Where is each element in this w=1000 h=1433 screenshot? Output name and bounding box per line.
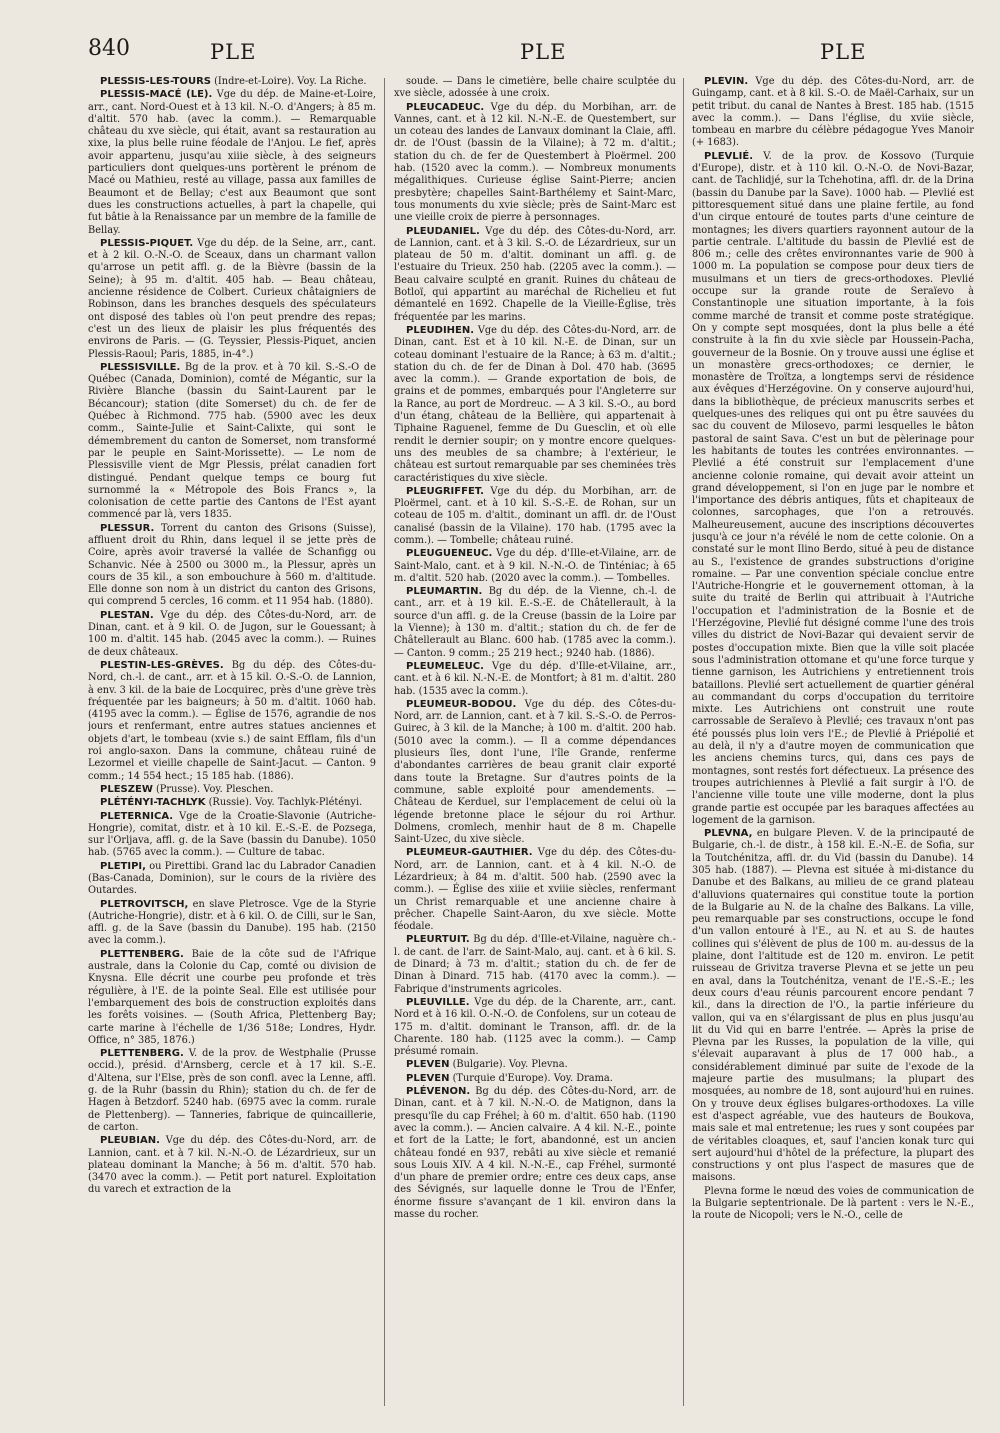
dictionary-entry	[88, 89, 376, 237]
entry-text: Torrent du canton des Grisons (Suisse), affluent droit du Rhin, dans lequel il se jette près de Coire, après avoir traversé la vallée de Schanfigg ou Schanvic. Née à 2500 ou 3000 m., la Plessur, après un cours de 35 kil., a son embouchure à 560 m. d'altitude. Elle donne son nom à un district du canton des Grisons, qui comprend 5 cercles, 16 comm. et 11 954 hab. (1880).	[88, 522, 376, 608]
entry-headword: PLEVLIÉ.	[704, 150, 753, 162]
dictionary-entry	[692, 1186, 974, 1223]
entry-text: (Indre-et-Loire). Voy. La Riche.	[211, 76, 367, 87]
entry-text: (Russie). Voy. Tachlyk-Plétényi.	[205, 797, 363, 809]
dictionary-entry	[88, 861, 376, 898]
dictionary-entry	[394, 226, 676, 324]
text-column-2	[394, 76, 676, 1406]
entry-headword: PLEUGUENEUC.	[406, 548, 493, 560]
dictionary-entry	[88, 610, 376, 659]
entry-headword: PLESZEW	[100, 783, 153, 795]
entry-headword: PLEUDIHEN.	[406, 324, 475, 336]
entry-text: V. de la prov. de Westphalie (Prusse occid.), présid. d'Arnsberg, cercle et à 17 kil. S.-E. d'Altena, sur l'Else, près de son confl. avec la Lenne, affl. g. de la Ruhr (bassin du Rhin); station du ch. de fer de Hagen à Betzdorf. 5240 hab. (6975 avec la comm. rurale de Plettenberg). — Tanneries, fabrique de quincaillerie, de carton.	[88, 1048, 376, 1133]
dictionary-entry	[394, 661, 676, 698]
entry-headword: PLETIPI,	[100, 860, 146, 872]
entry-text: (Bulgarie). Voy. Plevna.	[449, 1059, 568, 1071]
entry-text: Bg de la prov. et à 70 kil. S.-S.-O de Québec (Canada, Dominion), comté de Mégantic, sur la Rivière Blanche (bassin du Saint-Laurent par le Bécancour); station (dite Somerset) du ch. de fer de Québec à Richmond. 775 hab. (5900 avec les deux comm., Sainte-Julie et Saint-Calixte, qui sont le démembrement du canton de Somerset, nom transformé par le peuple en Saint-Morissette). — Le nom de Plessisville vient de Mgr Plessis, prélat canadien fort distingué. Pendant quelque temps ce bourg fut surnommé la « Métropole des Bois Francs », la colonisation de cette partie des Cantons de l'Est ayant commencé par là, vers 1835.	[88, 361, 376, 521]
dictionary-entry	[88, 76, 376, 88]
entry-text: Vge du dép. du Morbihan, arr. de Ploërmel, cant. et à 10 kil. S.-S.-E. de Rohan, sur un coteau de 105 m. d'altit., dominant un affl. dr. de l'Oust canalisé (bassin de la Vilaine). 170 hab. (1795 avec la comm.). — Tombelle; château ruiné.	[394, 485, 676, 546]
entry-headword: PLESSIS-LÈS-TOURS	[100, 76, 211, 87]
entry-text: Vge de la Croatie-Slavonie (Autriche-Hongrie), comitat, distr. et à 10 kil. E.-S.-E. de Pozsega, sur l'Orljava, affl. g. de la Save (bassin du Danube). 1050 hab. (5765 avec la comm.). — Culture de tabac.	[88, 810, 376, 859]
entry-headword: PLESSIS-PIQUET.	[100, 237, 194, 249]
entry-headword: PLEUCADEUC.	[406, 101, 485, 113]
dictionary-entry	[692, 76, 974, 150]
column-divider	[683, 78, 684, 1406]
dictionary-entry	[394, 325, 676, 485]
entry-headword: PLEURTUIT.	[406, 934, 470, 946]
dictionary-entry	[394, 586, 676, 660]
entry-text: Vge du dép. des Côtes-du-Nord, arr. de Lannion, cant. et à 3 kil. S.-O. de Lézardrieux, sur un plateau de 50 m. d'altit. dominant un affl. g. de l'estuaire du Trieux. 250 hab. (2205 avec la comm.). — Beau calvaire sculpté en granit. Ruines du château de Botloï, qui appartint au maréchal de Richelieu et fut démantelé en 1692. Chapelle de la Vieille-Église, très fréquentée par les marins.	[394, 225, 676, 323]
dictionary-entry	[88, 362, 376, 522]
entry-text: Vge du dép. des Côtes-du-Nord, arr. de Dinan, cant. Est et à 10 kil. N.-E. de Dinan, sur un coteau dominant l'estuaire de la Rance; à 63 m. d'altit.; station du ch. de fer de Dinan à Dol. 470 hab. (3695 avec la comm.). — Grande exportation de bois, de grains et de pommes, embarqués pour l'Angleterre sur la Rance, au port de Mordreuc. — A 3 kil. S.-O., au bord d'un étang, château de la Bellière, qui appartenait à Tiphaine Raguenel, femme de Du Guesclin, et où elle rendit le dernier soupir; on y montre encore quelques-uns des meubles de sa chambre; à l'extérieur, le château est surtout remarquable par ses cheminées très caractéristiques du xive siècle.	[394, 324, 676, 484]
dictionary-entry	[394, 76, 676, 101]
entry-headword: PLEUGRIFFET.	[406, 485, 484, 497]
dictionary-entry	[394, 997, 676, 1058]
dictionary-entry	[88, 1135, 376, 1196]
dictionary-entry	[394, 486, 676, 547]
page-header	[0, 36, 1000, 76]
entry-text: Vge du dép. des Côtes-du-Nord, arr. de Lannion, cant. et à 7 kil. N.-N.-O. de Lézardrieux, sur un plateau dominant la Manche; à 56 m. d'altit. 570 hab. (3470 avec la comm.). — Petit port naturel. Exploitation du varech et extraction de la	[88, 1135, 376, 1196]
entry-headword: PLEUMEUR-BODOU.	[406, 698, 517, 710]
entry-headword: PLEUDANIEL.	[406, 225, 480, 237]
entry-headword: PLEVEN	[406, 1059, 450, 1071]
running-headword-center: PLE	[520, 40, 567, 64]
dictionary-entry	[394, 847, 676, 933]
entry-text: Vge du dép. des Côtes-du-Nord, arr. de Lannion, cant. et à 7 kil. S.-S.-O. de Perros-Guirec, à 3 kil. de la Manche; à 100 m. d'altit. 200 hab. (5010 avec la comm.). — Il a comme dépendances plusieurs îles, dont l'une, l'île Grande, renferme d'abondantes carrières de beau granit clair exporté dans toute la Bretagne. Sur d'autres points de la commune, sable exploité pour amendements. — Château de Kerduel, sur l'emplacement de celui où la légende bretonne place le séjour du roi Arthur. Dolmens, cromlech, menhir haut de 8 m. Chapelle Saint-Uzec, du xive siècle.	[394, 698, 676, 846]
entry-text: V. de la prov. de Kossovo (Turquie d'Europe), distr. et à 110 kil. O.-N.-O. de Novi-Bazar, cant. de Tachlidjé, sur la Tchehotina, affl. dr. de la Drina (bassin du Danube par la Save). 1000 hab. — Plevlié est pittoresquement situé dans une plaine fertile, au fond d'un cirque entouré de toutes parts d'une ceinture de montagnes; les divers quartiers rayonnent autour de la partie centrale. L'altitude du bassin de Plevlié est de 806 m.; celle des crêtes environnantes varie de 900 à 1000 m. La population se compose pour deux tiers de musulmans et un tiers de grecs-orthodoxes. Plevlié occupe sur la grande route de Seraïevo à Constantinople une situation importante, à la fois comme marché de transit et comme poste stratégique. On y compte sept mosquées, dont la plus belle a été construite à la fin du xvie siècle par Houssein-Pacha, gouverneur de la Bosnie. On y trouve aussi une église et un monastère grecs-orthodoxes; ce dernier, le monastère de Troïtza, a longtemps servi de résidence aux évêques d'Herzégovine. On y conserve aujourd'hui, dans la bibliothèque, de précieux manuscrits serbes et quelques-unes des reliques qui ont pu être sauvées du sac du couvent de Milosevo, parmi lesquelles le bâton pastoral de saint Sava. C'est un but de pèlerinage pour les habitants de toutes les contrées environnantes. — Plevlié a été construit sur l'emplacement d'une ancienne colonie romaine, qui devait avoir atteint un grand développement, si l'on en juge par le nombre et l'importance des débris antiques, fûts et chapiteaux de colonnes, sarcophages, que l'on a retrouvés. Malheureusement, aucune des inscriptions découvertes jusqu'à ce jour n'a révélé le nom de cette colonie. On a constaté sur le mont Ilino Berdo, situé à peu de distance au S., l'existence de grandes substructions d'origine romaine. — Par une convention spéciale conclue entre l'Autriche-Hongrie et le gouvernement ottoman, à la suite du traité de Berlin qui attribuait à l'Autriche l'occupation et l'administration de la Bosnie et de l'Herzégovine, Plevlié fut désigné comme l'une des trois villes du district de Novi-Bazar qui devaient servir de postes d'occupation mixte. Bien que la ville soit placée sous l'administration ottomane et qu'une force turque y tienne garnison, les Autrichiens y entretiennent trois bataillons. Plevlié sert actuellement de quartier général au commandant du corps d'occupation du territoire mixte. Les Autrichiens ont construit une route carrossable de Seraïevo à Plevlié; ces travaux n'ont pas été poussés plus loin vers l'E.; de Plevlié à Priépolié et au delà, il n'y a d'autre moyen de communication que les anciens chemins turcs, qui, dans ces pays de montagnes, sont restés fort défectueux. La présence des troupes autrichiennes à Plevlié a fait surgir à l'O. de l'ancienne ville toute une ville moderne, dont la plus grande partie est occupée par les baraques affectées au logement de la garnison.	[692, 150, 974, 826]
entry-text: soude. — Dans le cimetière, belle chaire sculptée du xve siècle, adossée à une croix.	[394, 76, 676, 100]
entry-headword: PLEVEN	[406, 1072, 450, 1084]
entry-text: Vge du dép. des Côtes-du-Nord, arr. de Lannion, cant. et à 4 kil. N.-O. de Lézardrieux; à 84 m. d'altit. 500 hab. (2590 avec la comm.). — Église des xiiie et xviiie siècles, renfermant un Christ remarquable et une ancienne chaire à prêcher. Chapelle Saint-Aaron, du xve siècle. Motte féodale.	[394, 847, 676, 933]
dictionary-entry	[394, 699, 676, 847]
entry-headword: PLEUMELEUC.	[406, 660, 484, 672]
entry-headword: PLETTENBERG.	[100, 1048, 184, 1060]
dictionary-entry	[692, 151, 974, 827]
entry-headword: PLETTENBERG.	[100, 948, 184, 960]
entry-text: Vge du dép. des Côtes-du-Nord, arr. de Guingamp, cant. et à 8 kil. S.-O. de Maël-Carhaix, sur un petit tribut. du canal de Nantes à Brest. 185 hab. (1515 avec la comm.). — Dans l'église, du xviie siècle, tombeau en marbre du célèbre pédagogue Yves Manoir (+ 1683).	[692, 76, 974, 149]
entry-headword: PLEUBIAN.	[100, 1135, 160, 1147]
dictionary-entry	[394, 934, 676, 995]
entry-text: Vge du dép. d'Ille-et-Vilaine, arr., cant. et à 6 kil. N.-N.-E. de Montfort; à 81 m. d'altit. 280 hab. (1535 avec la comm.).	[394, 660, 676, 697]
page-number: 840	[88, 36, 130, 61]
dictionary-entry	[88, 811, 376, 860]
entry-headword: PLETERNICA.	[100, 810, 174, 822]
entry-headword: PLÉVENON.	[406, 1086, 471, 1098]
entry-headword: PLESTIN-LES-GRÈVES.	[100, 659, 224, 671]
text-column-3	[692, 76, 974, 1406]
entry-text: (Turquie d'Europe). Voy. Drama.	[449, 1072, 613, 1084]
entry-text: en slave Pletrosce. Vge de la Styrie (Autriche-Hongrie), distr. et à 6 kil. O. de Cilli, sur le San, affl. g. de la Save (bassin du Danube). 195 hab. (2150 avec la comm.).	[88, 898, 376, 947]
entry-headword: PLEUMARTIN.	[406, 586, 483, 598]
dictionary-entry	[394, 1059, 676, 1071]
dictionary-entry	[394, 102, 676, 225]
dictionary-entry	[88, 797, 376, 809]
entry-text: Vge du dép. de la Charente, arr., cant. Nord et à 16 kil. O.-N.-O. de Confolens, sur un coteau de 175 m. d'altit. dominant le Transon, affl. dr. de la Charente. 180 hab. (1125 avec la comm.). — Camp présumé romain.	[394, 996, 676, 1058]
entry-headword: PLESSIS-MACÉ (LE).	[100, 89, 213, 101]
entry-text: (Prusse). Voy. Pleschen.	[152, 783, 274, 795]
entry-headword: PLÉVIN.	[704, 76, 749, 87]
dictionary-entry	[394, 548, 676, 585]
dictionary-entry	[88, 949, 376, 1047]
entry-headword: PLEVNA,	[704, 828, 753, 840]
entry-text: Bg du dép. de la Vienne, ch.-l. de cant., arr. et à 19 kil. E.-S.-E. de Châtellerault, à la source d'un affl. g. de la Creuse (bassin de la Loire par la Vienne); à 130 m. d'altit.; station du ch. de fer de Châtellerault au Blanc. 600 hab. (1785 avec la comm.). — Canton. 9 comm.; 25 219 hect.; 9240 hab. (1886).	[394, 586, 676, 659]
entry-headword: PLESTAN.	[100, 609, 154, 621]
entry-text: ou Pirettibi. Grand lac du Labrador Canadien (Bas-Canada, Dominion), sur le cours de la rivière des Outardes.	[88, 860, 376, 897]
entry-headword: PLEUVILLE.	[406, 996, 470, 1008]
entry-text: Vge du dép. d'Ille-et-Vilaine, arr. de Saint-Malo, cant. et à 9 kil. N.-N.-O. de Tinténiac; à 65 m. d'altit. 520 hab. (2020 avec la comm.). — Tombelles.	[394, 548, 676, 584]
dictionary-entry	[88, 660, 376, 783]
running-headword-left: PLE	[210, 40, 257, 64]
entry-text: Bg du dép. des Côtes-du-Nord, ch.-l. de cant., arr. et à 15 kil. O.-S.-O. de Lannion, à env. 3 kil. de la baie de Locquirec, près d'une grève très fréquentée par les baigneurs; à 50 m. d'altit. 1060 hab. (4195 avec la comm.). — Église de 1576, agrandie de nos jours et renfermant, entre autres statues anciennes et objets d'art, le tombeau (xvie s.) de saint Efflam, fils d'un roi anglo-saxon. Dans la commune, château ruiné de Lezormel et vieille chapelle de Saint-Jacut. — Canton. 9 comm.; 14 554 hect.; 15 185 hab. (1886).	[88, 659, 376, 782]
dictionary-entry	[692, 828, 974, 1185]
dictionary-entry	[394, 1086, 676, 1221]
entry-text: Plevna forme le nœud des voies de communication de la Bulgarie septentrionale. De là partent : vers le N.-E., la route de Nicopoli; vers le N.-O., celle de	[692, 1185, 974, 1222]
dictionary-entry	[88, 1048, 376, 1134]
entry-text: Vge du dép. du Morbihan, arr. de Vannes, cant. et à 12 kil. N.-N.-E. de Questembert, sur un coteau des landes de Lanvaux dominant la Claie, affl. dr. de l'Oust (bassin de la Vilaine); à 72 m. d'altit.; station du ch. de fer de Questembert à Ploërmel. 200 hab. (1520 avec la comm.). — Nombreux monuments mégalithiques. Curieuse église Saint-Pierre; ancien presbytère; chapelles Saint-Barthélemy et Saint-Marc, tous monuments du xvie siècle; près de Saint-Marc est une vieille croix de pierre à personnages.	[394, 101, 676, 224]
dictionary-entry	[88, 238, 376, 361]
entry-headword: PLÉTÉNYI-TACHLYK	[100, 797, 206, 809]
dictionary-entry	[394, 1073, 676, 1085]
entry-headword: PLESSUR.	[100, 522, 155, 534]
entry-headword: PLETROVITSCH,	[100, 898, 189, 910]
entry-text: Bg du dép. des Côtes-du-Nord, arr. de Dinan, cant. et à 7 kil. N.-N.-O. de Matignon, dans la presqu'île du cap Fréhel; à 60 m. d'altit. 650 hab. (1190 avec la comm.). — Ancien calvaire. A 4 kil. N.-E., pointe et fort de la Latte; le fort, abandonné, est un ancien château fondé en 937, rebâti au xive siècle et remanié sous Louis XIV. A 4 kil. N.-N.-E., cap Fréhel, surmonté d'un phare de premier ordre; entre ces deux caps, anse des Sévignés, sur laquelle donne le Trou de l'Enfer, énorme fissure s'avançant de 1 kil. environ dans la masse du rocher.	[394, 1086, 676, 1221]
entry-text: Baie de la côte sud de l'Afrique australe, dans la Colonie du Cap, comté ou division de Knysna. Elle décrit une courbe peu profonde et très régulière, à l'E. de la pointe Seal. Elle est utilisée pour l'embarquement des bois de construction exploités dans les forêts voisines. — (South Africa, Plettenberg Bay; carte marine à l'échelle de 1/36 518e; Londres, Hydr. Office, n° 385, 1876.)	[88, 948, 376, 1046]
column-divider	[384, 78, 385, 1406]
entry-text: Bg du dép. d'Ille-et-Vilaine, naguère ch.-l. de cant. de l'arr. de Saint-Malo, auj. cant. et à 6 kil. S. de Dinard; à 73 m. d'altit.; station du ch. de fer de Dinan à Dinard. 715 hab. (4170 avec la comm.). — Fabrique d'instruments agricoles.	[394, 934, 676, 995]
dictionary-entry	[88, 523, 376, 609]
entry-headword: PLEUMEUR-GAUTHIER.	[406, 847, 533, 859]
dictionary-entry	[88, 784, 376, 796]
running-headword-right: PLE	[820, 40, 867, 64]
entry-text: Vge du dép. de la Seine, arr., cant. et à 2 kil. O.-N.-O. de Sceaux, dans un charmant vallon qu'arrose un petit affl. g. de la Bièvre (bassin de la Seine); à 95 m. d'altit. 405 hab. — Beau château, ancienne résidence de Colbert. Curieux châtaigniers de Robinson, dans les branches desquels des spéculateurs ont disposé des tables où l'on peut prendre des repas; c'est un des lieux de plaisir les plus fréquentés des environs de Paris. — (G. Teyssier, Plessis-Piquet, ancien Plessis-Raoul; Paris, 1885, in-4°.)	[88, 237, 376, 360]
entry-headword: PLESSISVILLE.	[100, 361, 181, 373]
entry-text: en bulgare Pleven. V. de la principauté de Bulgarie, ch.-l. de distr., à 158 kil. E.-N.-E. de Sofia, sur la Toutchénitza, affl. dr. du Vid (bassin du Danube). 14 305 hab. (1887). — Plevna est située à mi-distance du Danube et des Balkans, au milieu de ce grand plateau d'alluvions quaternaires qui constitue toute la portion de la Bulgarie au N. de la chaîne des Balkans. La ville, peu remarquable par ses constructions, occupe le fond d'un vallon entouré à l'E., au N. et au S. de hautes collines qui s'élèvent de plus de 100 m. au-dessus de la plaine, dont l'altitude est de 120 m. environ. Le petit ruisseau de Grivitza traverse Plevna et se jette un peu en aval, dans la Toutchénitza, venant de l'E.-S.-E.; les deux cours d'eau réunis parcourent encore pendant 7 kil., dans la direction de l'O., la partie inférieure du vallon, qui va en s'élargissant de plus en plus jusqu'au lit du Vid qui en barre l'entrée. — Après la prise de Plevna par les Russes, la population de la ville, qui s'élevait auparavant à plus de 17 000 hab., a considérablement diminué par suite de l'exode de la majeure partie des musulmans; la plupart des mosquées, au nombre de 18, sont aujourd'hui en ruines. On y trouve deux églises bulgares-orthodoxes. La ville est d'aspect agréable, vue des hauteurs de Boukova, mais sale et mal entretenue; les rues y sont coupées par de véritables cloaques, et, sauf l'ancien konak turc qui sert aujourd'hui d'hôtel de la préfecture, la plupart des constructions y ont plus l'aspect de masures que de maisons.	[692, 828, 974, 1184]
text-column-1	[88, 76, 376, 1406]
entry-text: Vge du dép. des Côtes-du-Nord, arr. de Dinan, cant. et à 9 kil. O. de Jugon, sur le Gouessant; à 100 m. d'altit. 145 hab. (2045 avec la comm.). — Ruines de deux châteaux.	[88, 609, 376, 658]
entry-text: Vge du dép. de Maine-et-Loire, arr., cant. Nord-Ouest et à 13 kil. N.-O. d'Angers; à 85 m. d'altit. 570 hab. (avec la comm.). — Remarquable château du xve siècle, qui était, avant sa restauration au xixe, la plus belle ruine féodale de l'Anjou. Le fief, après avoir appartenu, jusqu'au xiiie siècle, à des seigneurs particuliers dont quelques-uns portèrent le prénom de Macé ou Mathieu, resté au village, passa aux familles de Beaumont et de Bellay; c'est aux Beaumont que sont dues les constructions actuelles, à part la chapelle, qui fut bâtie à la Renaissance par un membre de la famille de Bellay.	[88, 89, 376, 236]
dictionary-entry	[88, 899, 376, 948]
